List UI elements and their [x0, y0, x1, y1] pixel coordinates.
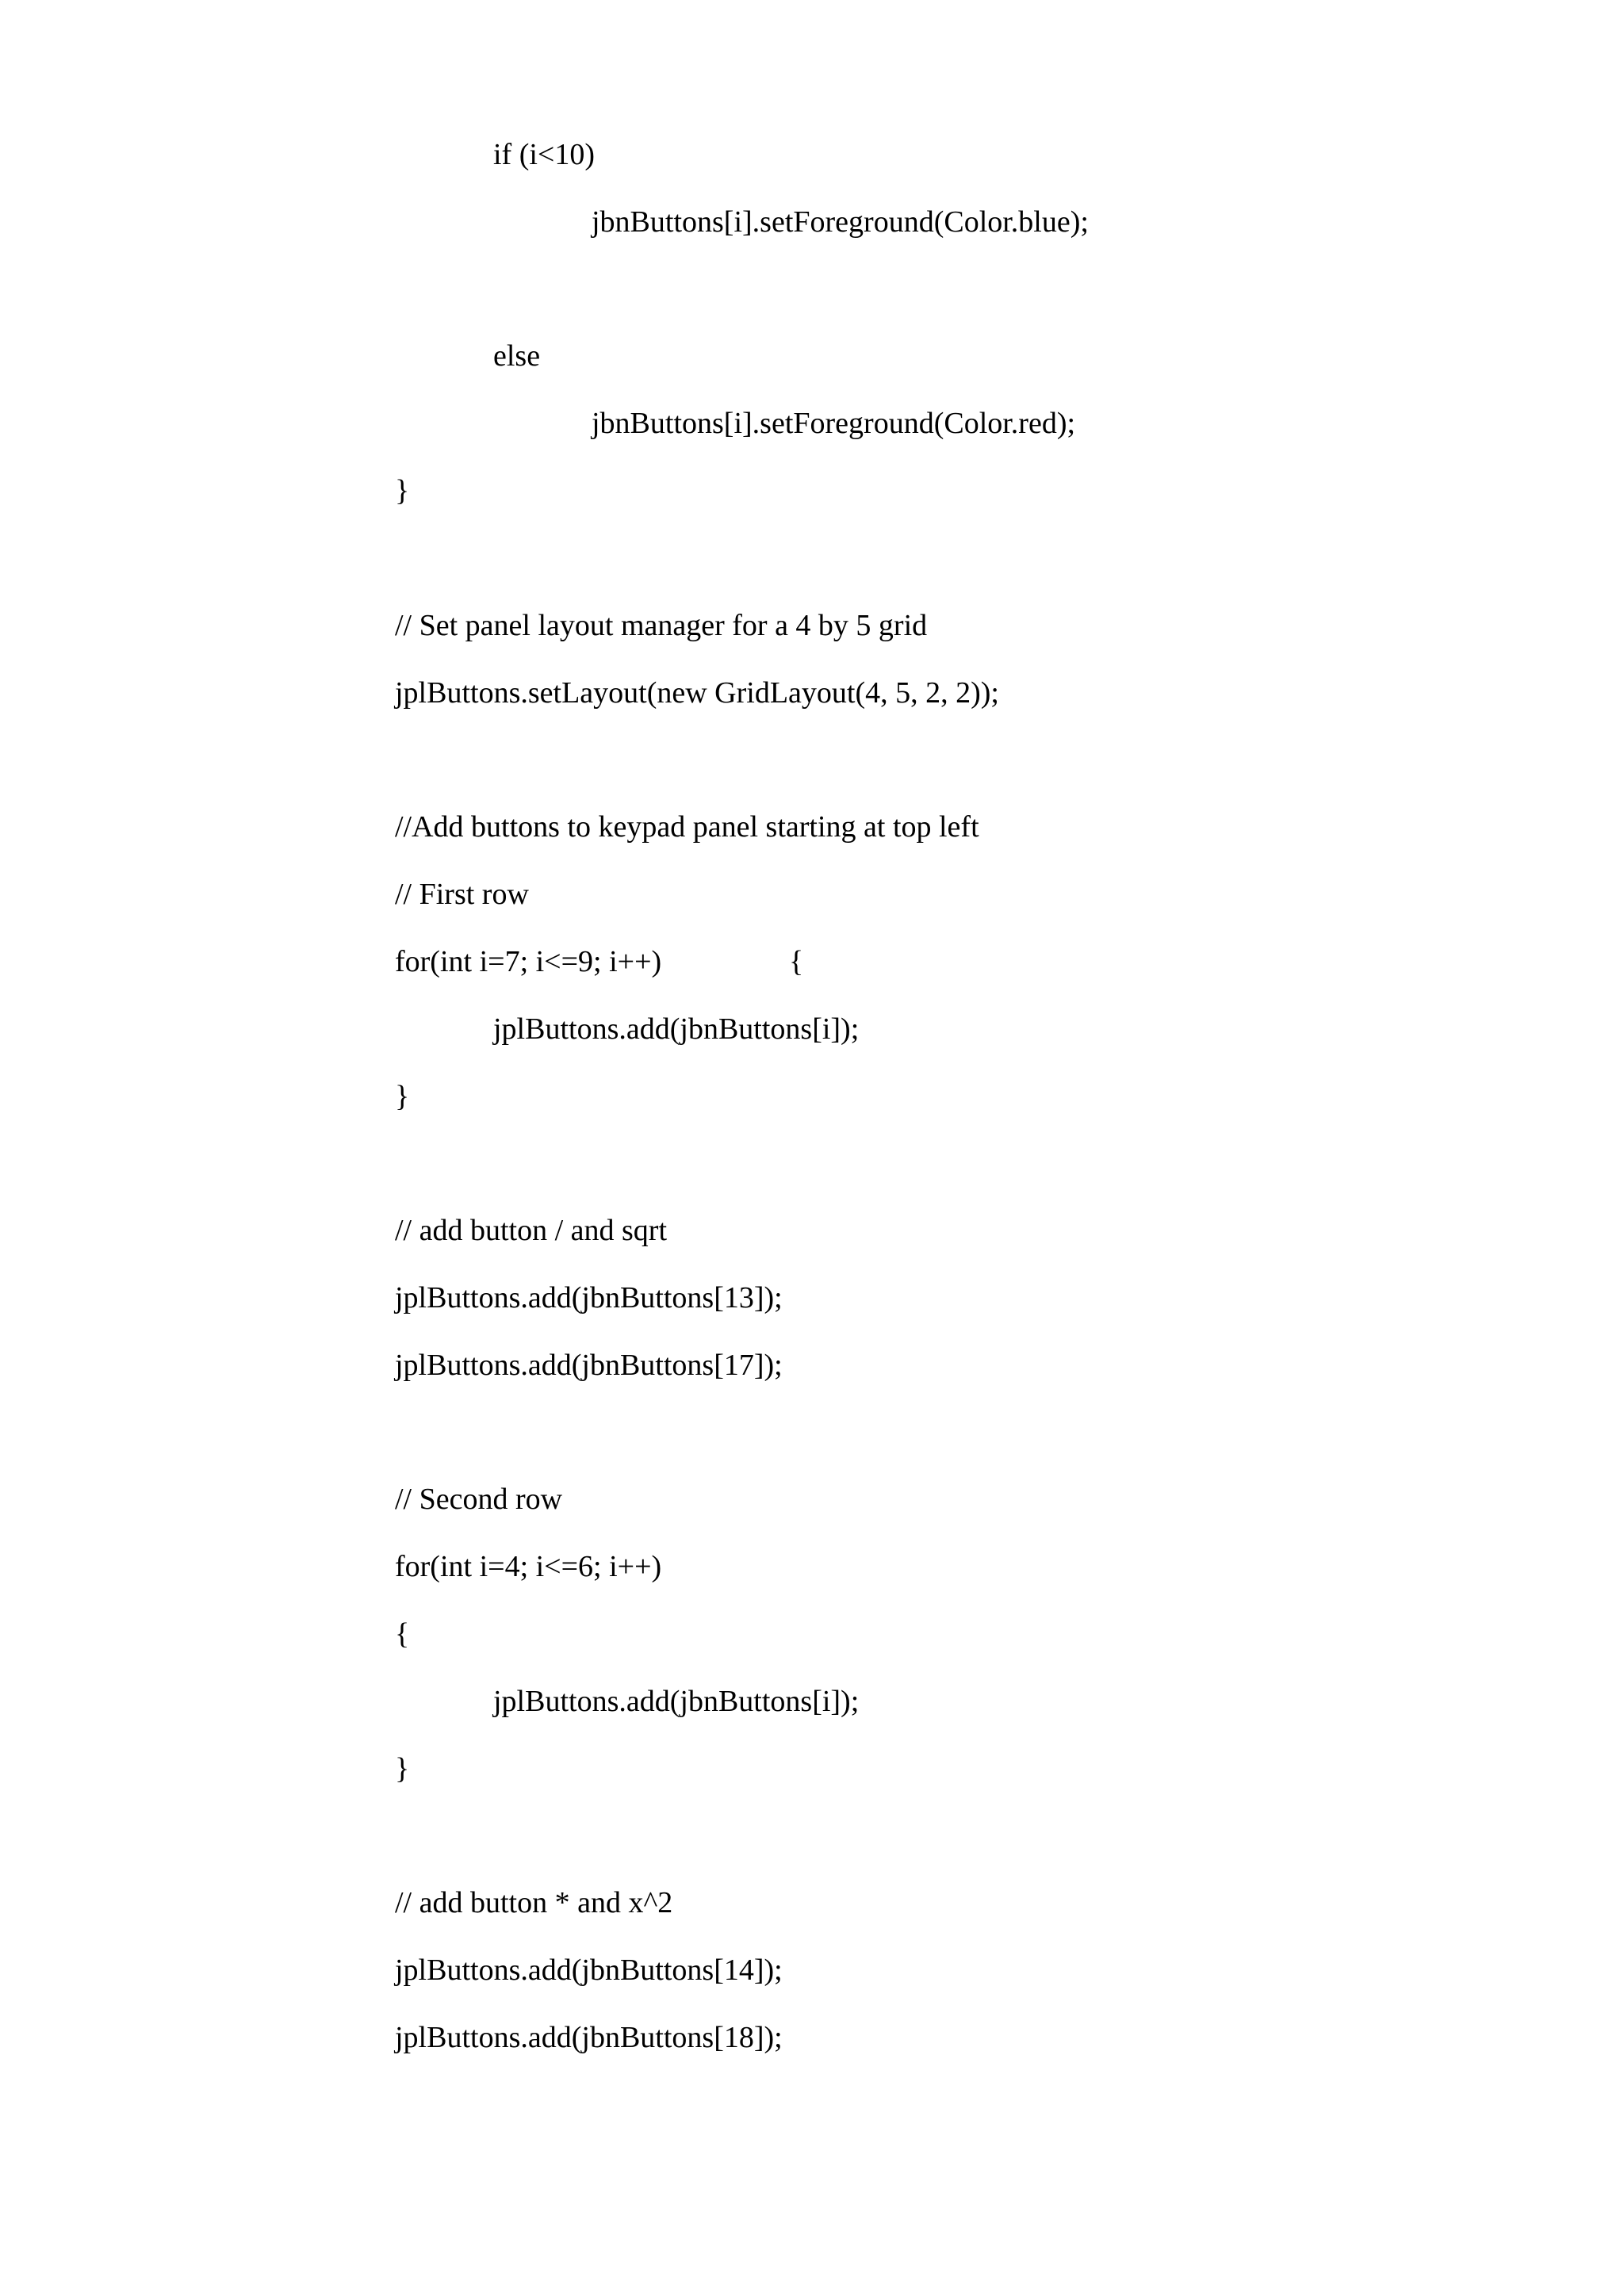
code-line-add-button-17: jplButtons.add(jbnButtons[17]);: [395, 1349, 783, 1382]
code-line-comment-first-row: // First row: [395, 878, 529, 911]
code-line-comment-mul-square: // add button * and x^2: [395, 1886, 673, 1919]
code-line-comment-div-sqrt: // add button / and sqrt: [395, 1214, 668, 1247]
code-line-comment-add-buttons: //Add buttons to keypad panel starting at top left: [395, 810, 979, 844]
code-line-for-loop-first-row: for(int i=7; i<=9; i++): [395, 945, 662, 978]
code-line-comment-layout: // Set panel layout manager for a 4 by 5 grid: [395, 609, 928, 642]
code-line-comment-second-row: // Second row: [395, 1483, 563, 1516]
code-line-set-layout: jplButtons.setLayout(new GridLayout(4, 5, 2, 2));: [395, 676, 999, 710]
code-line-add-button-18: jplButtons.add(jbnButtons[18]);: [395, 2021, 783, 2054]
code-line-closing-brace-first-row: }: [395, 1080, 410, 1113]
code-line-open-brace-second-row: {: [395, 1617, 410, 1651]
code-line-closing-brace-second-row: }: [395, 1752, 410, 1785]
code-line-else: else: [493, 339, 541, 373]
code-line-add-button-i-second: jplButtons.add(jbnButtons[i]);: [493, 1685, 860, 1718]
code-line-for-loop-second-row: for(int i=4; i<=6; i++): [395, 1550, 662, 1583]
code-line-closing-brace: }: [395, 474, 410, 507]
code-line-open-brace-first-row: {: [789, 945, 804, 978]
code-line-set-foreground-red: jbnButtons[i].setForeground(Color.red);: [592, 407, 1076, 440]
code-line-add-button-i-first: jplButtons.add(jbnButtons[i]);: [493, 1012, 860, 1046]
code-line-add-button-13: jplButtons.add(jbnButtons[13]);: [395, 1281, 783, 1314]
code-line-set-foreground-blue: jbnButtons[i].setForeground(Color.blue);: [592, 205, 1089, 239]
code-line-if-condition: if (i<10): [493, 138, 596, 171]
code-line-add-button-14: jplButtons.add(jbnButtons[14]);: [395, 1954, 783, 1987]
